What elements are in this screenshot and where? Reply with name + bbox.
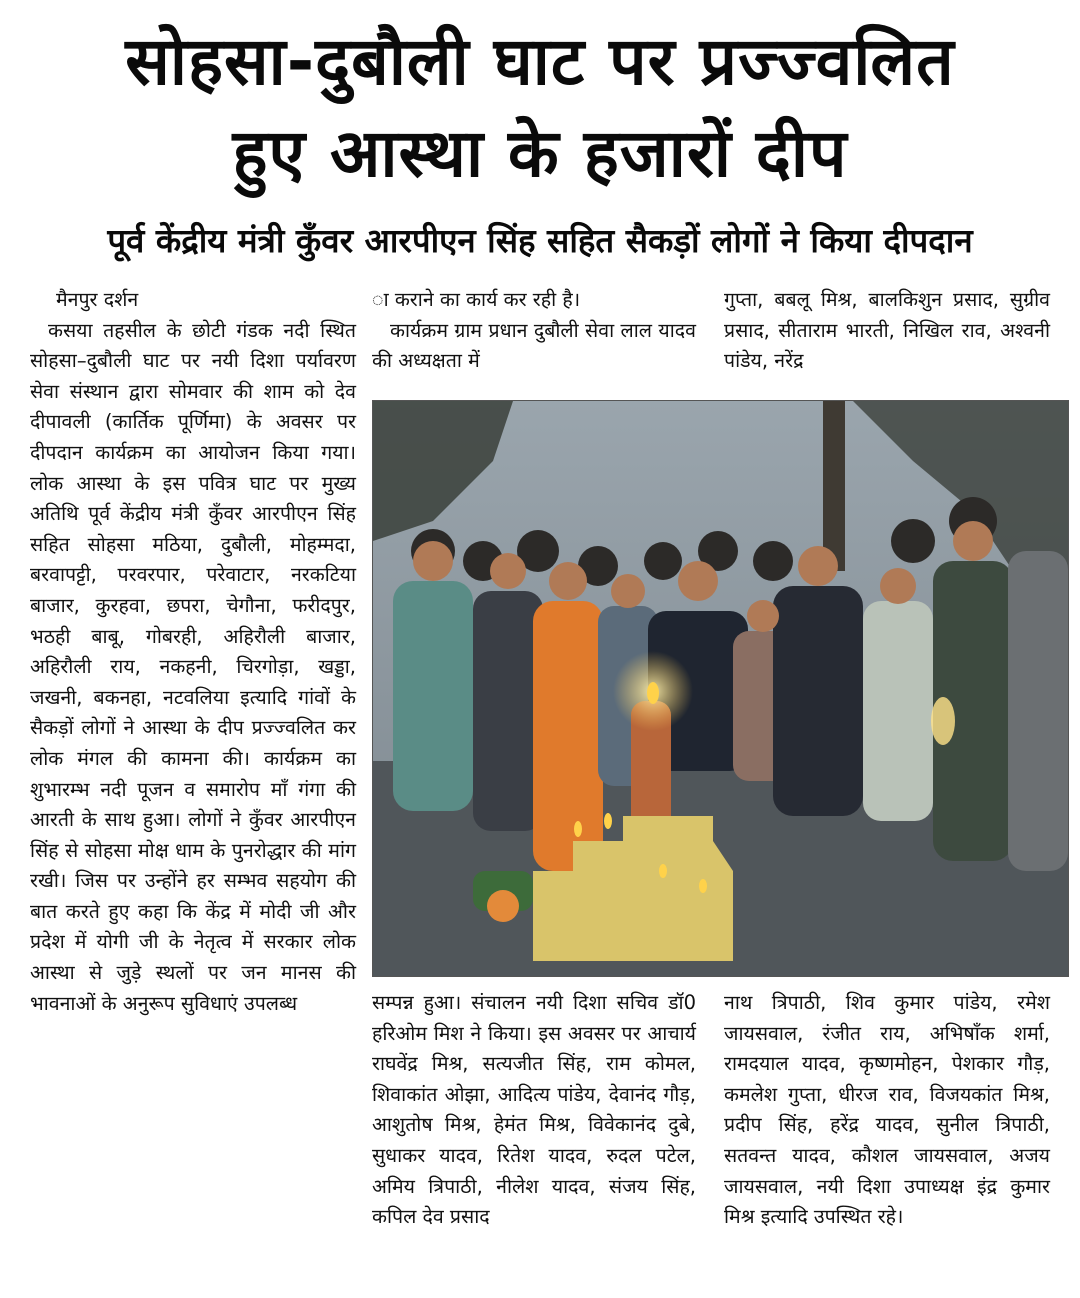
article-column-1	[30, 285, 356, 1019]
column-2-top-text: कार्यक्रम ग्राम प्रधान दुबौली सेवा लाल यादव की अध्यक्षता में	[372, 318, 696, 373]
column-3-bottom-text: नाथ त्रिपाठी, शिव कुमार पांडेय, रमेश जायसवाल, रंजीत राय, अभिषाँक शर्मा, रामदयाल यादव, कृष्णमोहन, पेशकार गौड़, कमलेश गुप्ता, धीरज राव, विजयकांत मिश्र, प्रदीप सिंह, हरेंद्र यादव, सुनील त्रिपाठी, सतवन्त यादव, कौशल जायसवाल, अजय जायसवाल, नयी दिशा उपाध्यक्ष इंद्र कुमार मिश्र इत्यादि उपस्थित रहे।	[724, 991, 1050, 1229]
person-green-sweater	[393, 581, 473, 811]
person-dark	[473, 591, 543, 831]
column-3-top-text: गुप्ता, बबलू मिश्र, बालकिशुन प्रसाद, सुग्रीव प्रसाद, सीताराम भारती, निखिल राव, अश्वनी पांडेय, नरेंद्र	[724, 288, 1050, 373]
person-black-jacket	[773, 586, 863, 816]
candle-glow-right	[931, 697, 955, 745]
tree-trunk	[823, 401, 845, 571]
column-2-bottom-text: सम्पन्न हुआ। संचालन नयी दिशा सचिव डॉ0 हरिओम मिश ने किया। इस अवसर पर आचार्य राघवेंद्र मिश्र, सत्यजीत सिंह, राम कोमल, शिवाकांत ओझा, आदित्य पांडेय, देवानंद गौड़, आशुतोष मिश्र, हेमंत मिश्र, विवेकानंद दुबे, सुधाकर यादव, रितेश यादव, रुदल पटेल, अमिय त्रिपाठी, नीलेश यादव, संजय सिंह, कपिल देव प्रसाद	[372, 991, 696, 1229]
article-column-2-top	[372, 285, 696, 377]
photo-illustration	[373, 401, 1068, 976]
article-column-3-top	[724, 285, 1050, 377]
article-column-3-bottom	[724, 988, 1050, 1233]
dateline: मैनपुर दर्शन	[56, 288, 139, 311]
column-2-continuation: ा कराने का कार्य कर रही है।	[372, 288, 581, 311]
subheadline: पूर्व केंद्रीय मंत्री कुँवर आरपीएन सिंह सहित सैकड़ों लोगों ने किया दीपदान	[107, 221, 973, 260]
flower-plate	[487, 890, 519, 922]
column-1-text: कसया तहसील के छोटी गंडक नदी स्थित सोहसा–दुबौली घाट पर नयी दिशा पर्यावरण सेवा संस्थान द्वारा सोमवार की शाम को देव दीपावली (कार्तिक पूर्णिमा) के अवसर पर दीपदान कार्यक्रम का आयोजन किया गया। लोक आस्था के इस पवित्र घाट पर मुख्य अतिथि पूर्व केंद्रीय मंत्री कुँवर आरपीएन सिंह सहित सोहसा मठिया, दुबौली, मोहम्मदा, बरवापट्टी, परवरपार, परेवाटार, नरकटिया बाजार, कुरहवा, छपरा, चेगौना, फरीदपुर, भठही बाबू, गोबरही, अहिरौली बाजार, अहिरौली राय, नकहनी, चिरगोड़ा, खड्डा, जखनी, बकनहा, नटवलिया इत्यादि गांवों के सैकड़ों लोगों ने आस्था के दीप प्रज्ज्वलित कर लोक मंगल की कामना की। कार्यक्रम का शुभारम्भ नदी पूजन व समारोप माँ गंगा की आरती के साथ हुआ। लोगों ने कुँवर आरपीएन सिंह से सोहसा मोक्ष धाम के पुनरोद्धार की मांग रखी। जिस पर उन्होंने हर सम्भव सहयोग की बात करते हुए कहा कि केंद्र में मोदी जी और प्रदेश में योगी जी के नेतृत्व में सरकार लोक आस्था से जुड़े स्थलों पर जन मानस की भावनाओं के अनुरूप सुविधाएं उपलब्ध	[30, 318, 356, 1015]
headline-line-2: हुए आस्था के हजारों दीप	[232, 115, 848, 192]
headline-line-1: सोहसा-दुबौली घाट पर प्रज्ज्वलित	[125, 23, 955, 100]
lamp-flame	[647, 682, 659, 704]
priest-orange-robe	[533, 601, 603, 871]
event-photo	[372, 400, 1069, 977]
person-light-shirt	[863, 601, 933, 821]
person-edge	[1008, 551, 1068, 871]
article-column-2-bottom	[372, 988, 696, 1233]
